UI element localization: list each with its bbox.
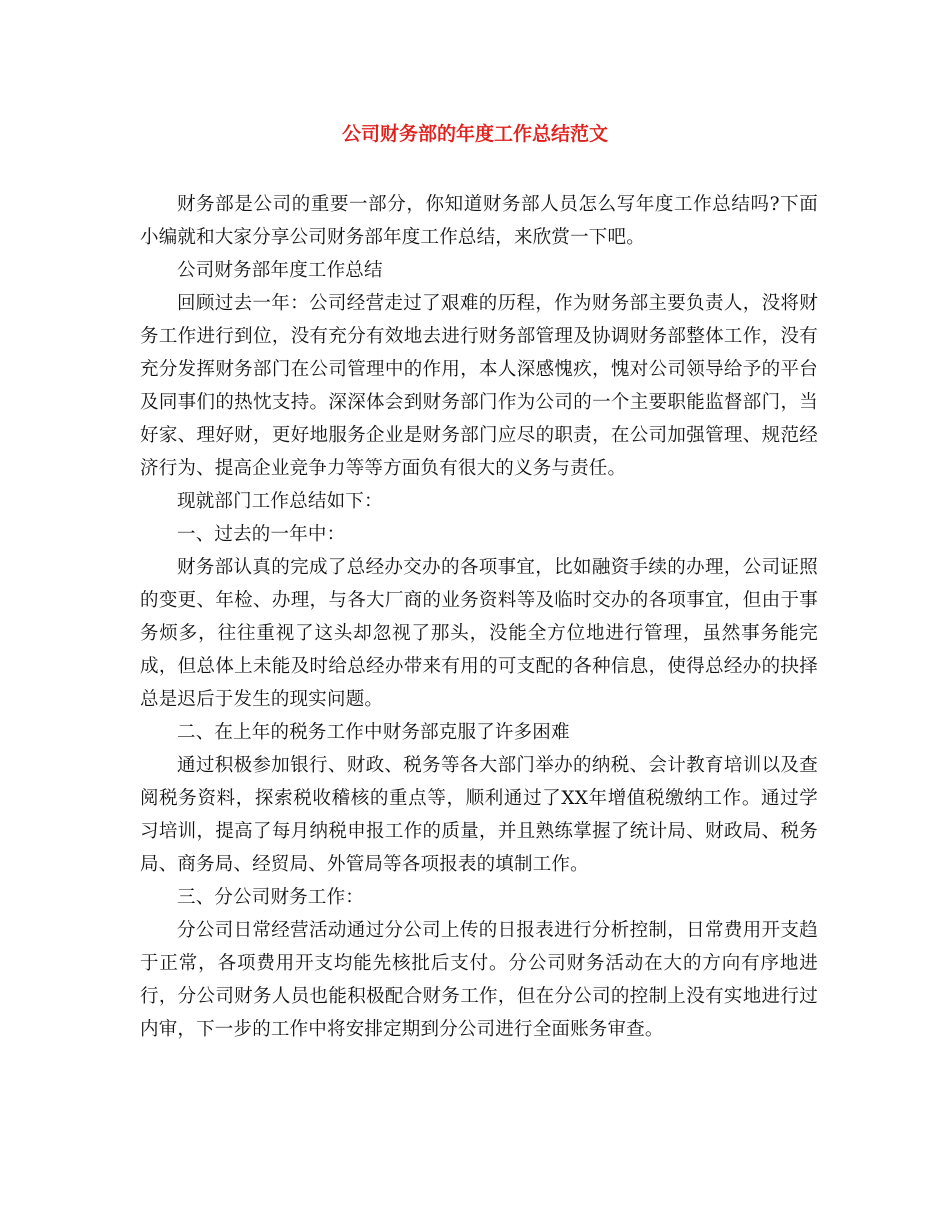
section-2-paragraph: 通过积极参加银行、财政、税务等各大部门举办的纳税、会计教育培训以及查阅税务资料，探索税收稽核的重点等，顺利通过了XX年增值税缴纳工作。通过学习培训，提高了每月纳税申报工作的质量，并且熟练掌握了统计局、财政局、税务局、商务局、经贸局、外管局等各项报表的填制工作。 [140,755,818,875]
summary-intro-line: 现就部门工作总结如下： [177,491,383,512]
document-body [140,188,818,1046]
section-1-paragraph: 财务部认真的完成了总经办交办的各项事宜，比如融资手续的办理，公司证照的变更、年检、办理，与各大厂商的业务资料等及临时交办的各项事宜，但由于事务烦多，往往重视了这头却忽视了那头，没能全方位地进行管理，虽然事务能完成，但总体上未能及时给总经办带来有用的可支配的各种信息，使得总经办的抉择总是迟后于发生的现实问题。 [140,557,818,710]
section-heading-summary: 公司财务部年度工作总结 [177,260,383,281]
section-heading-3: 三、分公司财务工作： [177,887,365,908]
review-paragraph: 回顾过去一年：公司经营走过了艰难的历程，作为财务部主要负责人，没将财务工作进行到位，没有充分有效地去进行财务部管理及协调财务部整体工作，没有充分发挥财务部门在公司管理中的作用，本人深感愧疚，愧对公司领导给予的平台及同事们的热忱支持。深深体会到财务部门作为公司的一个主要职能监督部门，当好家、理好财，更好地服务企业是财务部门应尽的职责，在公司加强管理、规范经济行为、提高企业竞争力等等方面负有很大的义务与责任。 [140,293,818,479]
intro-paragraph: 财务部是公司的重要一部分，你知道财务部人员怎么写年度工作总结吗?下面小编就和大家分享公司财务部年度工作总结，来欣赏一下吧。 [140,194,818,248]
document-title: 公司财务部的年度工作总结范文 [341,123,608,145]
section-3-paragraph: 分公司日常经营活动通过分公司上传的日报表进行分析控制，日常费用开支趋于正常，各项费用开支均能先核批后支付。分公司财务活动在大的方向有序地进行，分公司财务人员也能积极配合财务工作，但在分公司的控制上没有实地进行过内审，下一步的工作中将安排定期到分公司进行全面账务审查。 [140,920,818,1040]
section-heading-2: 二、在上年的税务工作中财务部克服了许多困难 [177,722,570,743]
section-heading-1: 一、过去的一年中： [177,524,346,545]
